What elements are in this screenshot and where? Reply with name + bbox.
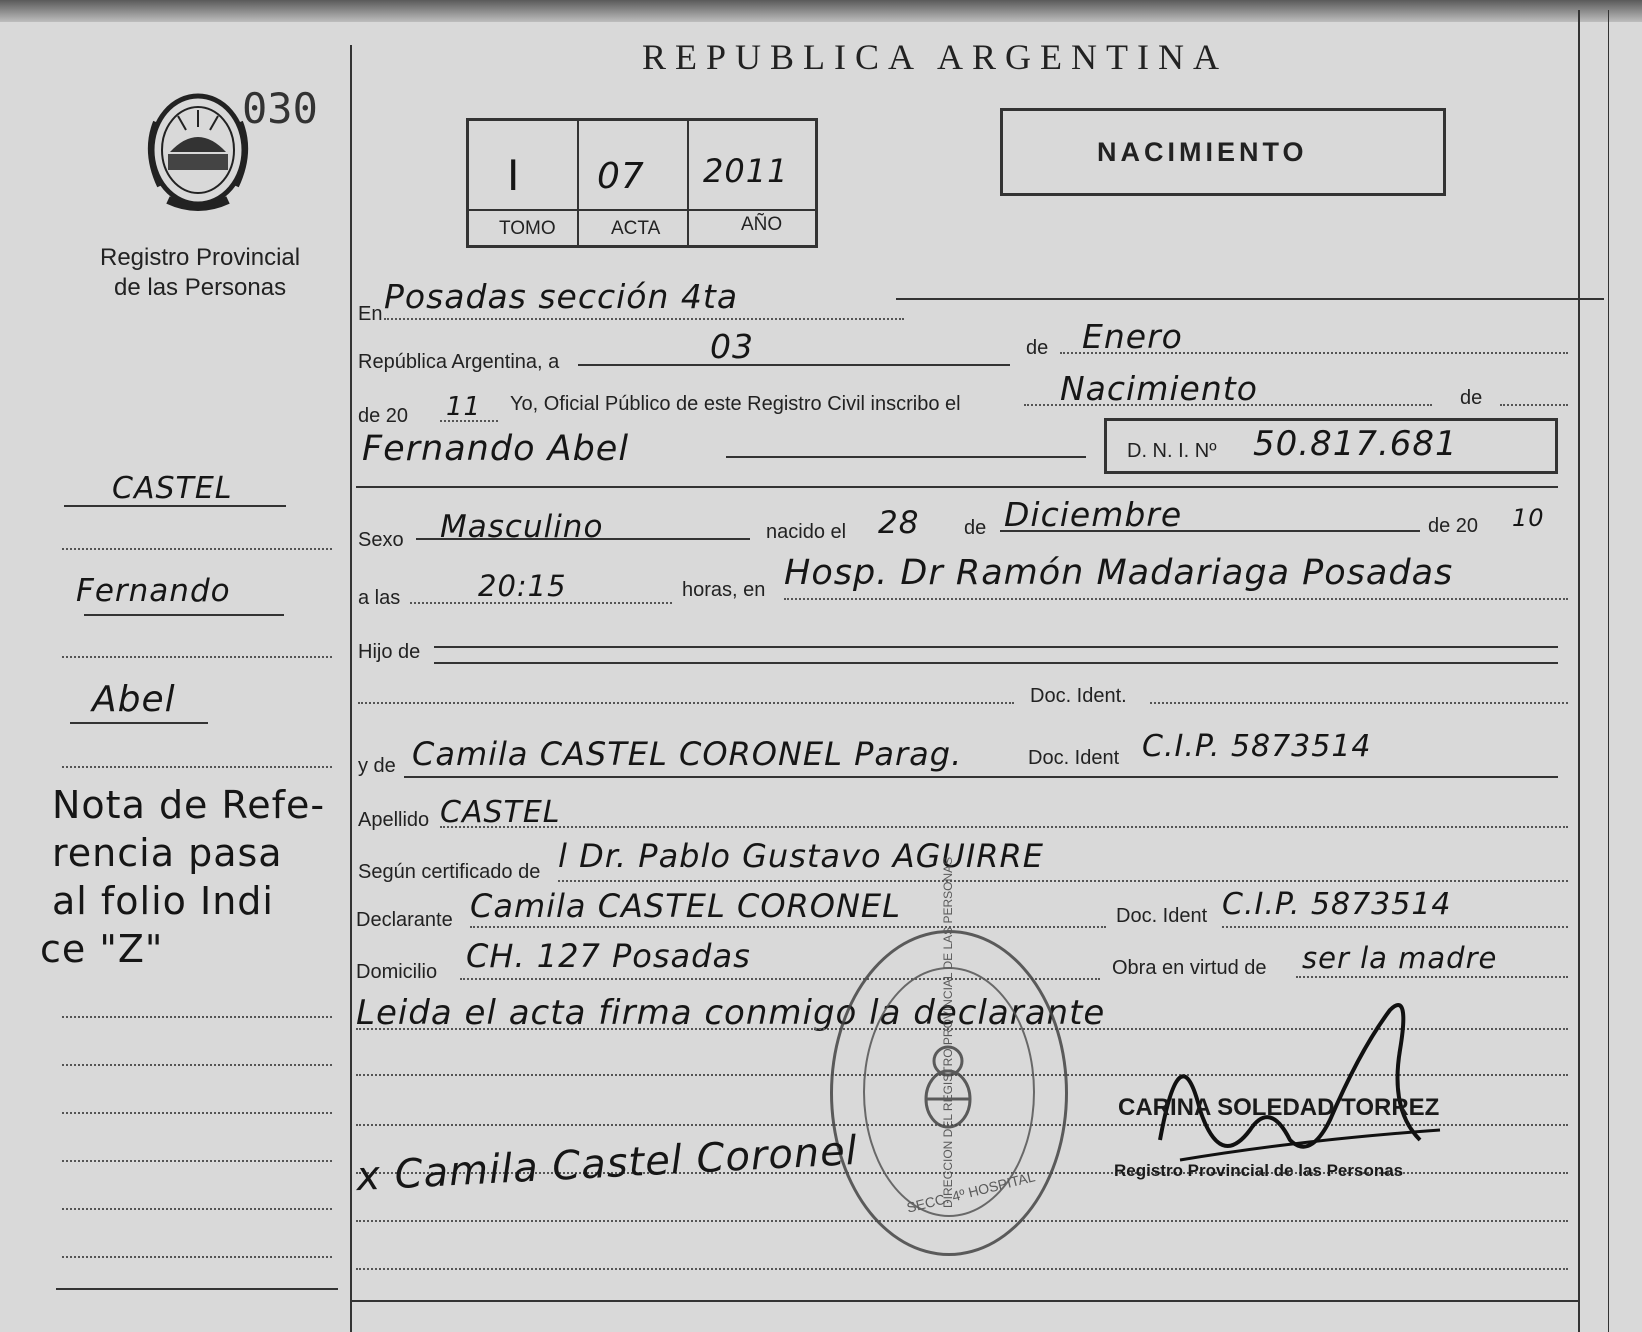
hijo-label: Hijo de: [358, 641, 421, 663]
certificado-label: Según certificado de: [358, 861, 541, 883]
year-suffix: 11: [446, 392, 482, 422]
margin-divider: [350, 45, 352, 1332]
en-label: En: [358, 303, 383, 325]
mother-name: Camila CASTEL CORONEL Parag.: [412, 735, 963, 773]
margin-first-name: Fernando: [76, 573, 231, 609]
declarant-signature: x Camila Castel Coronel: [355, 1127, 859, 1201]
declarante-label: Declarante: [356, 909, 453, 931]
person-name: Fernando Abel: [362, 429, 630, 469]
de-label-3: de: [964, 517, 987, 539]
event-value: Nacimiento: [1060, 369, 1258, 408]
alas-label: a las: [358, 587, 401, 609]
record-number-box: [466, 118, 818, 248]
reference-note-line1: Nota de Refe-: [52, 783, 326, 827]
sexo-value: Masculino: [440, 509, 604, 545]
provincial-seal-icon: [138, 82, 258, 217]
nacido-label: nacido el: [766, 521, 847, 543]
apellido-label: Apellido: [358, 809, 430, 831]
registry-name-line2: de las Personas: [114, 274, 287, 301]
doc-ident-label-1: Doc. Ident.: [1030, 685, 1127, 707]
de-label-2: de: [1460, 387, 1483, 409]
act-type-box: [1000, 108, 1446, 196]
reference-note-line3: al folio Indi: [52, 879, 274, 923]
de-label-1: de: [1026, 337, 1049, 359]
declarante-value: Camila CASTEL CORONEL: [470, 887, 901, 925]
birth-year-suffix: 10: [1512, 504, 1545, 532]
birth-year-prefix: de 20: [1428, 515, 1479, 537]
horas-label: horas, en: [682, 579, 766, 601]
official-registry: Registro Provincial de las Personas: [1114, 1161, 1404, 1180]
declarante-doc: C.I.P. 5873514: [1222, 887, 1452, 922]
page-edge: [1608, 10, 1609, 1332]
dni-value: 50.817.681: [1253, 424, 1458, 464]
official-signature-scribble: [1140, 990, 1460, 1190]
doc-ident-label-3: Doc. Ident: [1116, 905, 1208, 927]
obra-label: Obra en virtud de: [1112, 957, 1267, 979]
acta-label: ACTA: [611, 218, 661, 239]
anio-value: 2011: [703, 152, 789, 190]
day-value: 03: [710, 327, 754, 366]
registry-name-line1: Registro Provincial: [100, 244, 301, 271]
yde-label: y de: [358, 755, 396, 777]
rep-label: República Argentina, a: [358, 351, 560, 373]
country-title: REPUBLICA ARGENTINA: [642, 37, 1229, 77]
reference-note-line2: rencia pasa: [52, 831, 283, 875]
month-value: Enero: [1082, 317, 1183, 356]
national-coat-of-arms-icon: [913, 1039, 983, 1135]
anio-label: AÑO: [741, 214, 783, 235]
year-prefix: de 20: [358, 405, 409, 427]
folio-number: 030: [242, 84, 318, 133]
stamp-ring-text: DIRECCION DEL REGISTRO PROVINCIAL DE LAS PERSONAS: [941, 856, 955, 1208]
birth-day: 28: [878, 505, 920, 541]
margin-surname: CASTEL: [112, 471, 233, 506]
apellido-value: CASTEL: [440, 795, 561, 830]
obra-value: ser la madre: [1302, 941, 1498, 975]
dni-label: D. N. I. Nº: [1127, 440, 1217, 462]
birth-time: 20:15: [478, 569, 567, 603]
domicilio-value: CH. 127 Posadas: [466, 937, 751, 975]
official-round-stamp: [830, 856, 1068, 1256]
birth-month: Diciembre: [1004, 495, 1183, 534]
sexo-label: Sexo: [358, 529, 404, 551]
domicilio-label: Domicilio: [356, 961, 438, 983]
dni-box: [1104, 418, 1558, 474]
official-name: CARINA SOLEDAD TORREZ: [1118, 1094, 1440, 1121]
tomo-value: I: [507, 151, 521, 200]
tomo-label: TOMO: [499, 218, 556, 239]
right-border: [1578, 10, 1580, 1332]
mother-doc: C.I.P. 5873514: [1142, 729, 1372, 764]
doc-ident-label-2: Doc. Ident: [1028, 747, 1120, 769]
certificado-value: l Dr. Pablo Gustavo AGUIRRE: [558, 837, 1044, 875]
scan-edge-shadow: [0, 0, 1642, 22]
margin-second-name: Abel: [92, 679, 176, 720]
reference-note-line4: ce "Z": [40, 927, 164, 971]
birth-place: Hosp. Dr Ramón Madariaga Posadas: [784, 553, 1454, 593]
inscribo-label: Yo, Oficial Público de este Registro Civil inscribo el: [510, 393, 961, 415]
act-type: NACIMIENTO: [1097, 137, 1308, 167]
stamp-center-text: SECC. 4º HOSPITAL: [905, 1168, 1037, 1216]
closing-line: Leida el acta firma conmigo la declarante: [356, 993, 1106, 1033]
place-value: Posadas sección 4ta: [384, 277, 739, 316]
acta-value: 07: [597, 156, 645, 197]
